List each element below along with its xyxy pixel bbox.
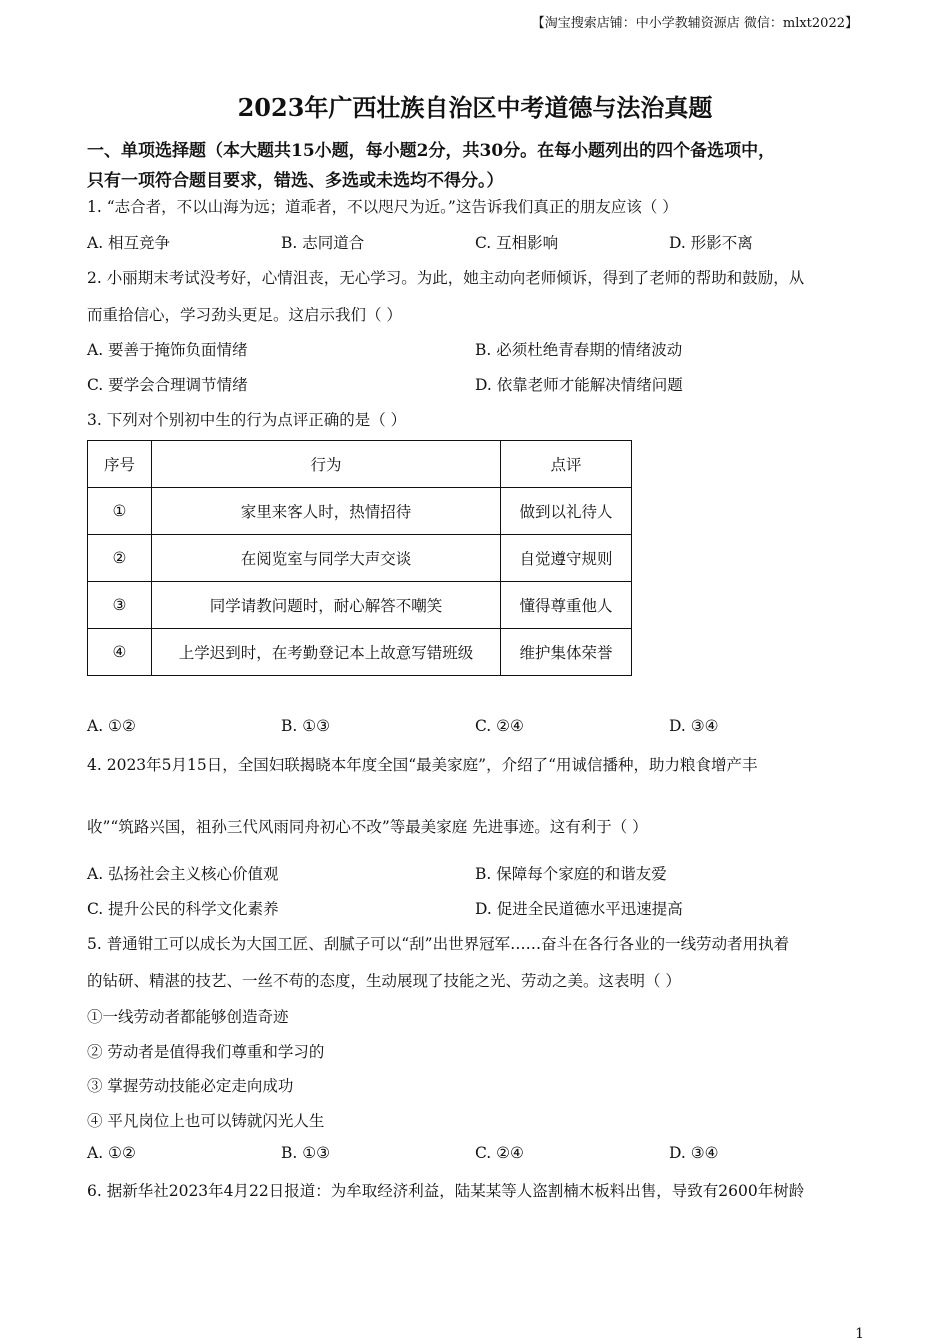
question-6-line1: 6. 据新华社2023年4月22日报道：为牟取经济利益，陆某某等人盗割楠木板料出售，导致有2600年树龄 (87, 1182, 805, 1200)
question-2-line1: 2. 小丽期末考试没考好，心情沮丧，无心学习。为此，她主动向老师倾诉，得到了老师的帮助和鼓励，从 (87, 269, 805, 287)
table-cell-comment: 自觉遵守规则 (501, 535, 632, 582)
q3-option-c: C. ②④ (475, 717, 524, 735)
question-5-line2: 的钻研、精湛的技艺、一丝不苟的态度，生动展现了技能之光、劳动之美。这表明（ ） (87, 972, 681, 990)
question-4-line2: 收”“筑路兴国，祖孙三代风雨同舟初心不改”等最美家庭 先进事迹。这有利于（ ） (87, 818, 648, 836)
page-number: 1 (855, 1326, 864, 1342)
table-cell-comment: 懂得尊重他人 (501, 582, 632, 629)
table-cell-behavior: 在阅览室与同学大声交谈 (152, 535, 501, 582)
table-cell-comment: 维护集体荣誉 (501, 629, 632, 676)
question-2-line2: 而重拾信心，学习劲头更足。这启示我们（ ） (87, 306, 402, 324)
table-row (88, 535, 632, 582)
table-row (88, 629, 632, 676)
question-5-line1: 5. 普通钳工可以成长为大国工匠、刮腻子可以“刮”出世界冠军……奋斗在各行各业的一线劳动者用执着 (87, 935, 790, 953)
behavior-table (87, 440, 632, 676)
table-cell-behavior: 同学请教问题时，耐心解答不嘲笑 (152, 582, 501, 629)
q5-option-b: B. ①③ (281, 1144, 331, 1162)
q5-statement-3: ③ 掌握劳动技能必定走向成功 (87, 1077, 294, 1095)
section-heading-line2: 只有一项符合题目要求，错选、多选或未选均不得分。） (87, 171, 504, 191)
table-cell-index: ③ (88, 582, 152, 629)
q4-option-c: C. 提升公民的科学文化素养 (87, 900, 279, 918)
q3-option-d: D. ③④ (669, 717, 719, 735)
table-header-row (88, 441, 632, 488)
table-cell-index: ④ (88, 629, 152, 676)
q5-statement-1: ①一线劳动者都能够创造奇迹 (87, 1008, 289, 1026)
question-3-stem: 3. 下列对个别初中生的行为点评正确的是（ ） (87, 411, 407, 429)
q5-statement-2: ② 劳动者是值得我们尊重和学习的 (87, 1043, 325, 1061)
q2-option-c: C. 要学会合理调节情绪 (87, 376, 248, 394)
q4-option-b: B. 保障每个家庭的和谐友爱 (475, 865, 667, 883)
table-cell-behavior: 上学迟到时，在考勤登记本上故意写错班级 (152, 629, 501, 676)
table-cell-index: ① (88, 488, 152, 535)
q3-option-a: A. ①② (87, 717, 136, 735)
question-4-line1: 4. 2023年5月15日，全国妇联揭晓本年度全国“最美家庭”，介绍了“用诚信播种，助力粮食增产丰 (87, 756, 758, 774)
q3-option-b: B. ①③ (281, 717, 331, 735)
header-note: 【淘宝搜索店铺：中小学教辅资源店 微信：mlxt2022】 (531, 16, 858, 31)
section-heading-line1: 一、单项选择题（本大题共15小题，每小题2分，共30分。在每小题列出的四个备选项中， (87, 141, 776, 161)
page-title: 2023年广西壮族自治区中考道德与法治真题 (237, 93, 713, 122)
q1-option-c: C. 互相影响 (475, 234, 559, 252)
table-cell-behavior: 家里来客人时，热情招待 (152, 488, 501, 535)
question-1-stem: 1. “志合者，不以山海为远；道乖者，不以咫尺为近。”这告诉我们真正的朋友应该（ ） (87, 198, 678, 216)
q5-option-d: D. ③④ (669, 1144, 719, 1162)
table-cell-comment: 做到以礼待人 (501, 488, 632, 535)
q2-option-b: B. 必须杜绝青春期的情绪波动 (475, 341, 683, 359)
table-header-comment: 点评 (501, 441, 632, 488)
table-cell-index: ② (88, 535, 152, 582)
table-row (88, 488, 632, 535)
q1-option-a: A. 相互竞争 (87, 234, 171, 252)
q5-option-c: C. ②④ (475, 1144, 524, 1162)
q4-option-d: D. 促进全民道德水平迅速提高 (475, 900, 683, 918)
q2-option-d: D. 依靠老师才能解决情绪问题 (475, 376, 683, 394)
table-header-behavior: 行为 (152, 441, 501, 488)
table-row (88, 582, 632, 629)
q1-option-d: D. 形影不离 (669, 234, 753, 252)
q4-option-a: A. 弘扬社会主义核心价值观 (87, 865, 279, 883)
q2-option-a: A. 要善于掩饰负面情绪 (87, 341, 248, 359)
table-header-index: 序号 (88, 441, 152, 488)
q1-option-b: B. 志同道合 (281, 234, 365, 252)
q5-option-a: A. ①② (87, 1144, 136, 1162)
q5-statement-4: ④ 平凡岗位上也可以铸就闪光人生 (87, 1112, 325, 1130)
